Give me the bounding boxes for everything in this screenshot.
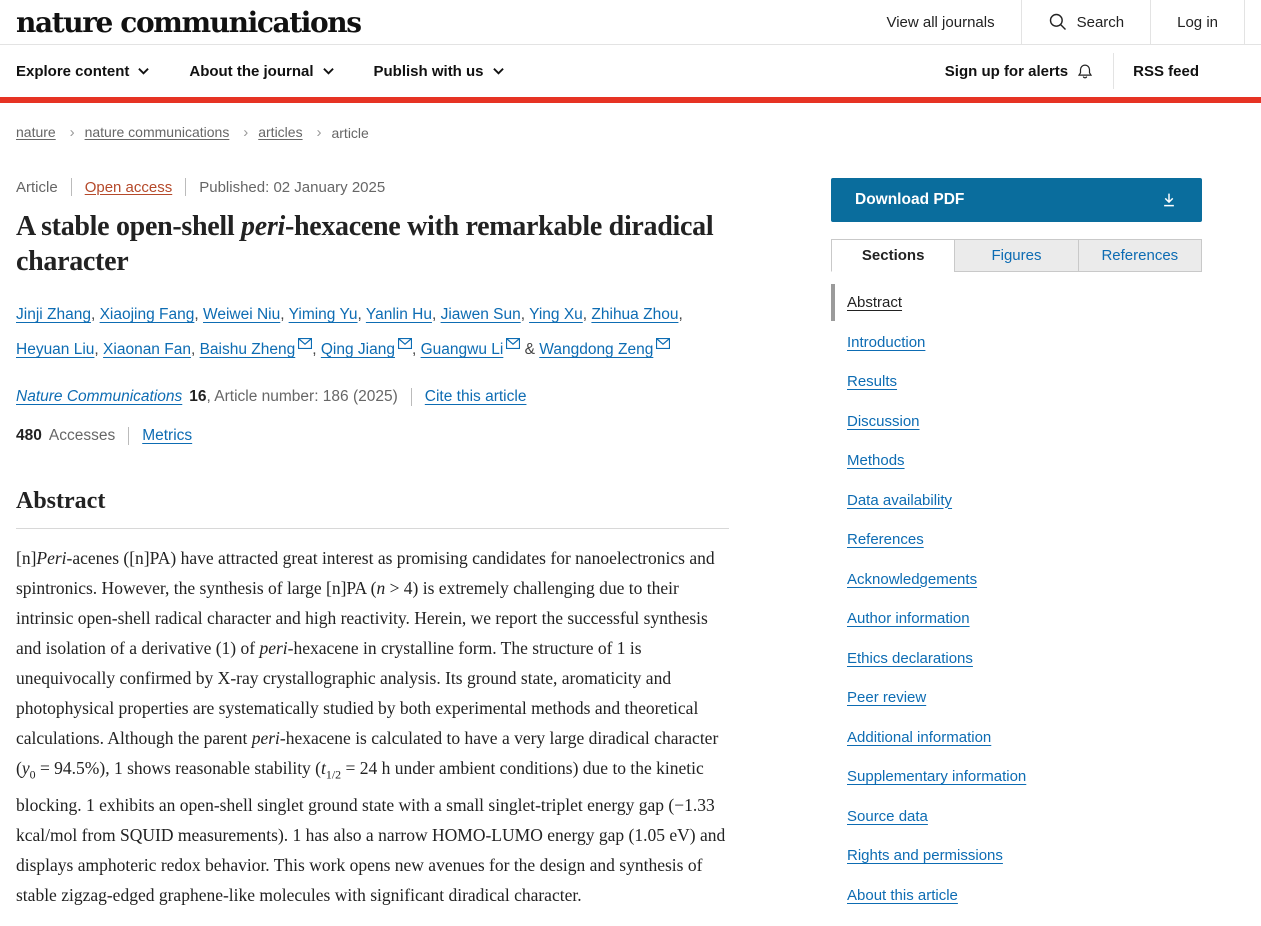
author-link[interactable]: Xiaojing Fang [99, 306, 195, 323]
sections-list-item [831, 571, 1202, 588]
section-link[interactable]: Abstract [847, 294, 903, 311]
sidebar-tab[interactable] [1078, 239, 1202, 272]
sections-list-item [831, 531, 1202, 548]
sidebar-tab[interactable] [831, 239, 955, 272]
journal-logo: nature communications [16, 5, 361, 39]
author-separator: & [520, 341, 540, 358]
author-link[interactable]: Heyuan Liu [16, 341, 95, 358]
metrics-link[interactable]: Metrics [142, 427, 193, 444]
section-link[interactable]: Rights and permissions [847, 847, 1003, 864]
view-all-journals-link[interactable]: View all journals [886, 13, 995, 31]
nav-menu-item[interactable] [16, 63, 149, 80]
author-link[interactable]: Jiawen Sun [440, 306, 521, 323]
email-icon[interactable] [398, 336, 412, 353]
journal-nav [0, 45, 1261, 97]
author-separator: , [357, 306, 366, 323]
section-link[interactable]: Author information [847, 610, 970, 627]
author-separator: , [90, 306, 100, 323]
chevron-down-icon [323, 67, 334, 75]
section-link[interactable]: Methods [847, 452, 905, 469]
author-link[interactable]: Guangwu Li [420, 341, 504, 358]
article-number: , Article number: 186 (2025) [206, 388, 398, 405]
author-separator: , [431, 306, 441, 323]
author [200, 341, 321, 358]
article-meta-row [16, 178, 729, 196]
sections-list-item [831, 452, 1202, 469]
section-link[interactable]: Results [847, 373, 898, 390]
bell-icon [1076, 62, 1094, 81]
breadcrumb-link[interactable]: articles [258, 124, 303, 140]
breadcrumb-item [331, 125, 368, 141]
sections-list-item [831, 808, 1202, 825]
author [16, 306, 100, 323]
login-link[interactable]: Log in [1150, 0, 1245, 44]
author [321, 341, 421, 358]
author-separator: , [280, 306, 289, 323]
breadcrumb-link[interactable]: nature communications [84, 124, 230, 140]
meta-divider [71, 178, 72, 196]
site-header [0, 0, 1261, 45]
section-link[interactable]: Supplementary information [847, 768, 1027, 785]
abstract-section [16, 488, 729, 910]
download-pdf-button[interactable] [831, 178, 1202, 222]
author [100, 306, 203, 323]
author [529, 306, 591, 323]
author [103, 341, 200, 358]
author [289, 306, 366, 323]
nav-menu-item-label: Explore content [16, 62, 130, 80]
author-link[interactable]: Zhihua Zhou [591, 306, 679, 323]
sections-list-item [831, 650, 1202, 667]
sidebar-tab-label: Figures [991, 247, 1042, 264]
section-link[interactable]: Discussion [847, 412, 920, 430]
abstract-text: [n]Peri-acenes ([n]PA) have attracted great interest as promising candidates for nanoelectronics and spintronics. However, the synthesis of large [n]PA (n > 4) is extremely challenging due to their intrinsic open-shell radical character and high reactivity. Herein, we report the successful synthesis and isolation of a derivative (1) of peri-hexacene in crystalline form. The structure of 1 is unequivocally confirmed by X-ray crystallographic analysis. Its ground state, aromaticity and photophysical properties are systematically studied by both experimental methods and theoretical calculations. Although the parent peri-hexacene is calculated to have a very large diradical character $(y_0 = 94.5\%)$, 1 shows reasonable stability ($t_{1/2} = 24$ h under ambient conditions) due to the kinetic blocking. 1 exhibits an open-shell singlet ground state with a small singlet-triplet energy gap (−1.33 kcal/mol from SQUID measurements). 1 has also a narrow HOMO-LUMO energy gap (1.05 eV) and displays amphoteric redox behavior. This work opens new avenues for the design and synthesis of stable zigzag-edged graphene-like molecules with significant diradical character. [16, 548, 726, 905]
breadcrumb-item [16, 124, 85, 141]
journal-link[interactable]: Nature Communications [16, 388, 183, 405]
header-utilities [860, 0, 1245, 44]
sections-list-item [831, 492, 1202, 509]
email-icon[interactable] [506, 336, 520, 353]
metrics-row [16, 427, 729, 445]
article-sidebar [831, 178, 1202, 926]
nav-right [945, 53, 1199, 89]
author-link[interactable]: Qing Jiang [320, 341, 395, 358]
sections-list-item [831, 887, 1202, 904]
author [366, 306, 441, 323]
author-separator: , [190, 341, 200, 358]
author-link[interactable]: Yiming Yu [288, 306, 358, 323]
abstract-divider [16, 528, 729, 529]
meta-divider [185, 178, 186, 196]
breadcrumb-chevron-icon: › [69, 124, 75, 141]
meta-divider [128, 427, 129, 445]
nav-menu [16, 63, 504, 80]
section-link[interactable]: Peer review [847, 689, 927, 706]
download-pdf-label: Download PDF [855, 191, 965, 208]
author-link[interactable]: Yanlin Hu [365, 306, 432, 323]
open-access-link[interactable]: Open access [84, 178, 173, 196]
sidebar-tabs [831, 239, 1202, 272]
section-link[interactable]: Data availability [847, 491, 953, 509]
section-link[interactable]: Acknowledgements [847, 570, 978, 588]
breadcrumb-item [85, 124, 259, 141]
download-icon [1160, 191, 1178, 209]
breadcrumb-link[interactable]: nature [16, 124, 56, 140]
article-type-label: Article [16, 178, 58, 196]
sections-list-item [831, 847, 1202, 864]
nav-menu-item[interactable] [189, 63, 333, 80]
breadcrumb-current: article [331, 124, 369, 141]
search-label: Search [1076, 13, 1125, 31]
email-icon[interactable] [656, 336, 670, 353]
sections-list [831, 294, 1202, 904]
sidebar-tab[interactable] [954, 239, 1078, 272]
author-list [16, 300, 729, 365]
sidebar-tab-label: Sections [861, 247, 925, 264]
article-title: A stable open-shell peri-hexacene with remarkable diradical character [16, 211, 714, 277]
section-link[interactable]: Introduction [847, 333, 926, 351]
author-separator: , [678, 306, 683, 323]
breadcrumb-chevron-icon: › [316, 124, 322, 141]
rss-feed-link[interactable]: RSS feed [1133, 62, 1199, 80]
breadcrumb-chevron-icon: › [243, 124, 249, 141]
journal-volume: 16 [189, 388, 207, 405]
sections-list-item [831, 610, 1202, 627]
section-link[interactable]: About this article [847, 886, 958, 904]
author [421, 341, 540, 358]
author-link[interactable]: Jinji Zhang [16, 306, 91, 323]
section-link[interactable]: Source data [847, 807, 928, 825]
content-area [16, 178, 1261, 926]
sign-up-for-alerts-link[interactable] [945, 62, 1113, 81]
search-link[interactable] [1021, 0, 1151, 44]
author-link[interactable]: Ying Xu [529, 306, 583, 323]
author [203, 306, 289, 323]
author-link[interactable]: Xiaonan Fan [103, 341, 191, 358]
breadcrumb-item [258, 124, 331, 141]
chevron-down-icon [138, 67, 149, 75]
author-separator: , [411, 341, 421, 358]
sections-list-item [831, 294, 1202, 311]
author-separator: , [582, 306, 592, 323]
chevron-down-icon [493, 67, 504, 75]
breadcrumb [0, 103, 1261, 141]
sections-list-item [831, 729, 1202, 746]
published-date: Published: 02 January 2025 [199, 178, 386, 196]
sections-list-item [831, 413, 1202, 430]
accesses-count: 480 [16, 427, 42, 444]
accesses-label: Accesses [48, 427, 116, 444]
sections-list-item [831, 689, 1202, 706]
sections-list-item [831, 373, 1202, 390]
author-separator: , [312, 341, 321, 358]
author-link[interactable]: Wangdong Zeng [539, 341, 654, 358]
section-link[interactable]: Additional information [847, 728, 992, 746]
author-link[interactable]: Baishu Zheng [199, 341, 296, 358]
author [591, 306, 682, 323]
section-link[interactable]: Ethics declarations [847, 649, 973, 667]
email-icon[interactable] [298, 336, 312, 353]
cite-this-article-link[interactable]: Cite this article [424, 388, 527, 405]
sections-list-item [831, 334, 1202, 351]
author-link[interactable]: Weiwei Niu [203, 306, 281, 323]
author-separator: , [194, 306, 204, 323]
search-icon [1048, 12, 1068, 32]
sections-list-item [831, 768, 1202, 785]
abstract-heading: Abstract [16, 488, 106, 514]
author [16, 341, 103, 358]
section-link[interactable]: References [847, 531, 924, 548]
nav-menu-item[interactable] [374, 63, 504, 80]
author [539, 341, 670, 358]
meta-divider [411, 388, 412, 406]
journal-citation-row [16, 388, 729, 406]
sidebar-tab-label: References [1101, 247, 1179, 264]
alerts-label: Sign up for alerts [944, 62, 1069, 80]
author-separator: , [94, 341, 104, 358]
article-main [16, 178, 729, 910]
author [441, 306, 529, 323]
nav-menu-item-label: About the journal [189, 62, 314, 80]
author-separator: , [520, 306, 530, 323]
nav-menu-item-label: Publish with us [373, 62, 484, 80]
